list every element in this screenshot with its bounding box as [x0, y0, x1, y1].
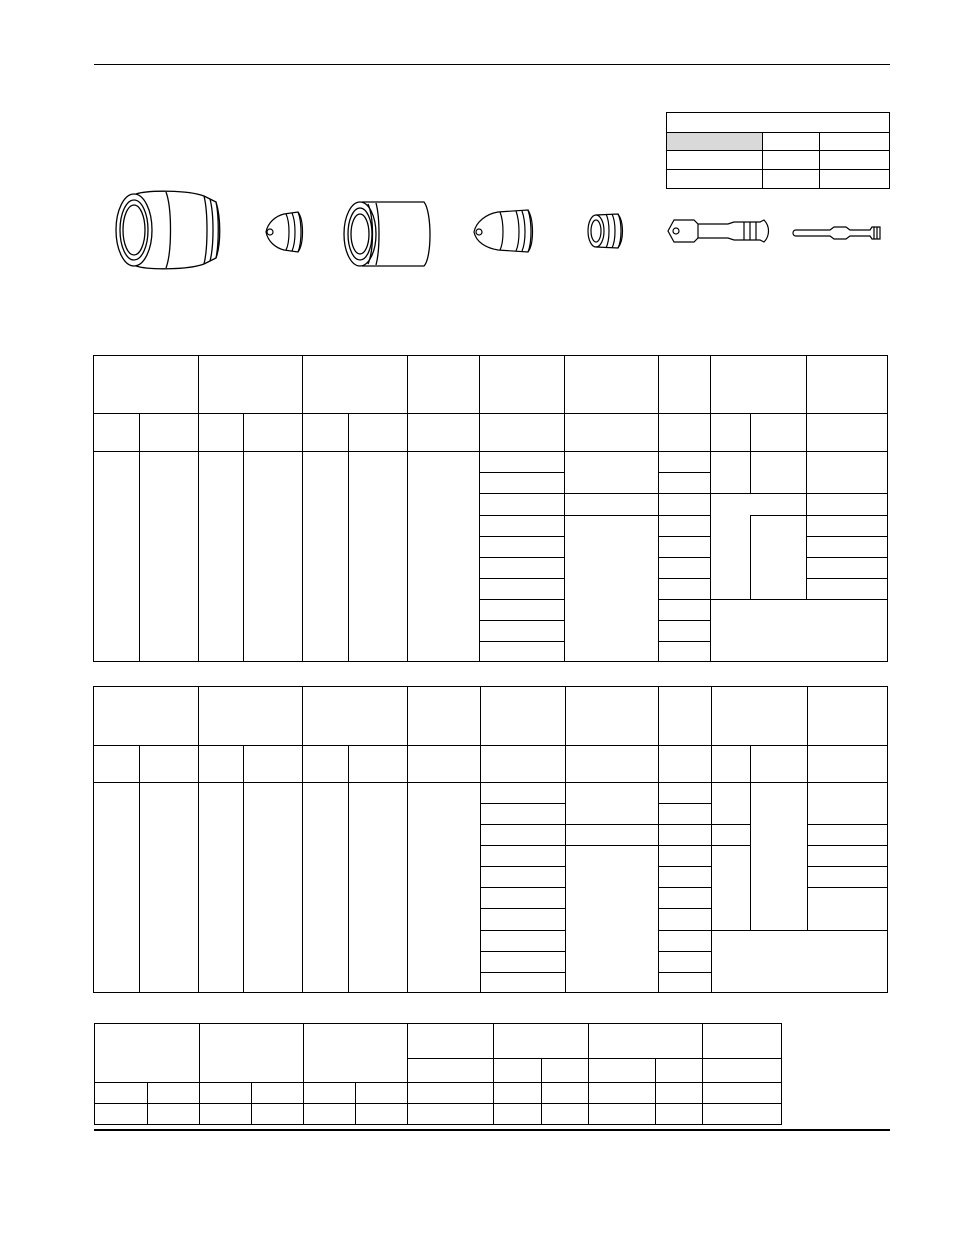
water-tube-icon: [790, 222, 884, 244]
flow-settings-table: [93, 1022, 785, 1128]
nozzle-icon: [470, 206, 536, 256]
legend-table-shaded-cell: [667, 132, 762, 150]
shield-icon: [108, 188, 224, 272]
shield-cap-icon: [262, 208, 308, 256]
retaining-cap-icon: [338, 198, 436, 270]
footer-rule: [94, 1129, 890, 1131]
header-rule: [94, 64, 890, 65]
cut-chart-table-2: [92, 685, 890, 997]
electrode-icon: [664, 214, 772, 248]
swirl-ring-icon: [584, 210, 630, 252]
cut-chart-table-1: [92, 354, 890, 666]
legend-table: [666, 112, 891, 190]
consumable-parts-row: [0, 180, 954, 280]
